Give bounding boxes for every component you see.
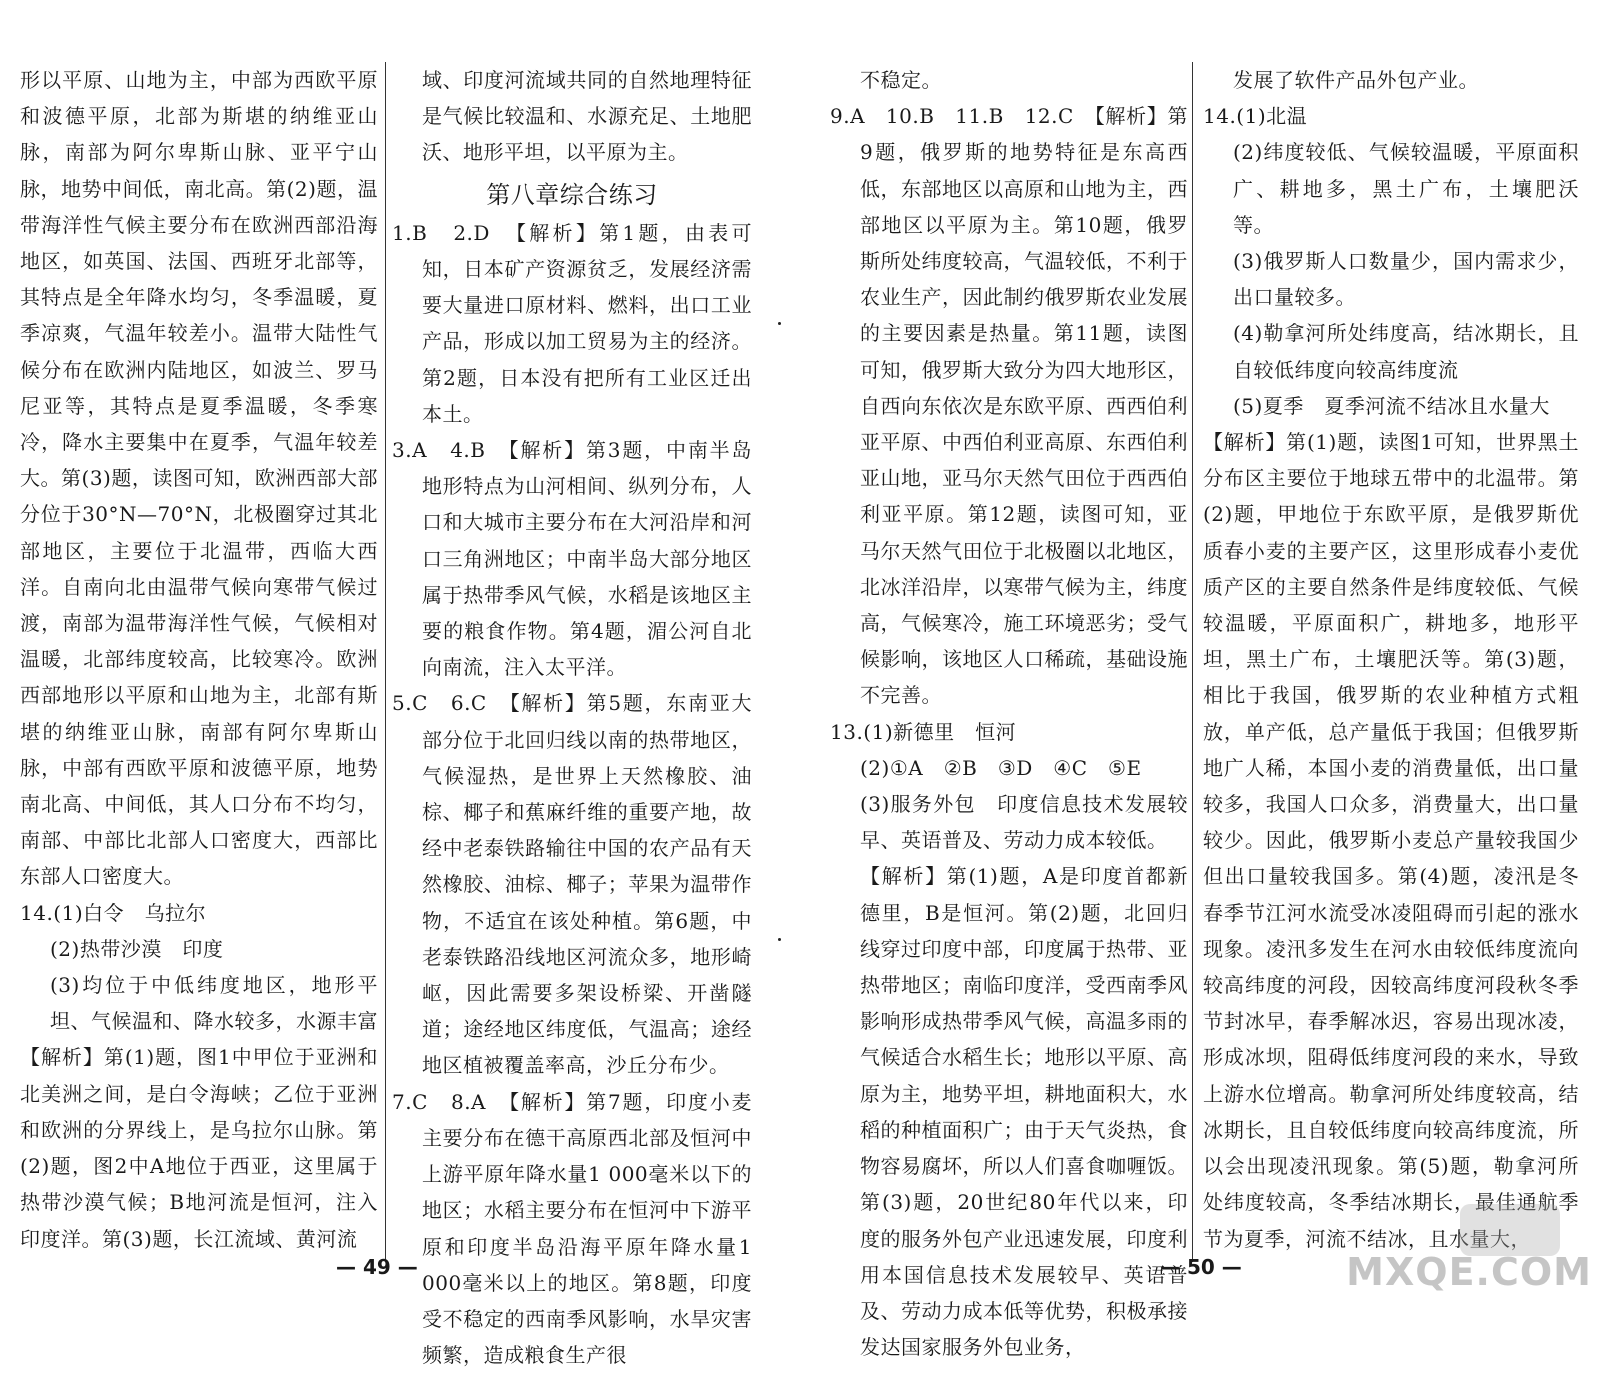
margin-dot <box>778 322 781 325</box>
paragraph: 域、印度河流域共同的自然地理特征是气候比较温和、水源充足、土地肥沃、地形平坦，以平原为主。 <box>422 68 752 165</box>
section-heading: 第八章综合练习 <box>486 180 658 209</box>
answer-14-3: (3)均位于中低纬度地区，地形平坦、气候温和、降水较多，水源丰富 <box>50 973 378 1034</box>
column-divider <box>1192 62 1193 1262</box>
answer-13-1: 13.(1)新德里 恒河 <box>830 719 1017 744</box>
answer-13-3: (3)服务外包 印度信息技术发展较早、英语普及、劳动力成本较低。 <box>860 792 1188 853</box>
analysis-14: 【解析】第(1)题，读图1可知，世界黑土分布区主要位于地球五带中的北温带。第(2)题，甲地位于东欧平原，是俄罗斯优质春小麦的主要产区，这里形成春小麦优质产区的主要自然条件是纬度较低、气候较温暖，平原面积广，耕地多，地形平坦，黑土广布，土壤肥沃等。第(3)题，相比于我国，俄罗斯的农业种植方式粗放，单产低，总产量低于我国；但俄罗斯地广人稀，本国小麦的消费量低，出口量较多，我国人口众多，消费量大，出口量较少。因此，俄罗斯小麦总产量较我国少但出口量较我国多。第(4)题，凌汛是冬春季节江河水流受冰凌阻碍而引起的涨水现象。凌汛多发生在河水由较低纬度流向较高纬度的河段，因较高纬度河段秋冬季节封冰早，春季解冰迟，容易出现冰凌，形成冰坝，阻碍低纬度河段的来水，导致上游水位增高。勒拿河所处纬度较高，结冰期长，且自较低纬度向较高纬度流，所以会出现凌汛现象。第(5)题，勒拿河所处纬度较高，冬季结冰期长，最佳通航季节为夏季，河流不结冰，且水量大， <box>1203 430 1579 1251</box>
paragraph: 不稳定。 <box>860 68 942 92</box>
watermark-text: MXQE.COM <box>1346 1250 1592 1294</box>
answer-9-12: 9.A 10.B 11.B 12.C 【解析】第9题，俄罗斯的地势特征是东高西低，东部地区以高原和山地为主，西部地区以平原为主。第10题，俄罗斯所处纬度较高，气温较低，不利于农业生产，因此制约俄罗斯农业发展的主要因素是热量。第11题，读图可知，俄罗斯大致分为四大地形区，自西向东依次是东欧平原、西西伯利亚平原、中西伯利亚高原、东西伯利亚山地，亚马尔天然气田位于西西伯利亚平原。第12题，读图可知，亚马尔天然气田位于北极圈以北地区，北冰洋沿岸，以寒带气候为主，纬度高，气候寒冷，施工环境恶劣；受气候影响，该地区人口稀疏，基础设施不完善。 <box>830 104 1188 708</box>
answer-5-6: 5.C 6.C 【解析】第5题，东南亚大部分位于北回归线以南的热带地区，气候湿热，是世界上天然橡胶、油棕、椰子和蕉麻纤维的重要产地，故经中老泰铁路输往中国的农产品有天然橡胶、油棕、椰子；苹果为温带作物，不适宜在该处种植。第6题，中老泰铁路沿线地区河流众多，地形崎岖，因此需要多架设桥梁、开凿隧道；途经地区纬度低，气温高；途经地区植被覆盖率高，沙丘分布少。 <box>392 691 752 1078</box>
analysis-14: 【解析】第(1)题，图1中甲位于亚洲和北美洲之间，是白令海峡；乙位于亚洲和欧洲的分界线上，是乌拉尔山脉。第(2)题，图2中A地位于西亚，这里属于热带沙漠气候；B地河流是恒河，注入印度洋。第(3)题，长江流域、黄河流 <box>20 1045 378 1251</box>
watermark-logo <box>1460 1204 1560 1256</box>
answer-3-4: 3.A 4.B 【解析】第3题，中南半岛地形特点为山河相间、纵列分布，人口和大城市主要分布在大河沿岸和河口三角洲地区；中南半岛大部分地区属于热带季风气候，水稻是该地区主要的粮食作物。第4题，湄公河自北向南流，注入太平洋。 <box>392 438 752 680</box>
answer-14-5: (5)夏季 夏季河流不结冰且水量大 <box>1233 393 1550 418</box>
answer-14-2: (2)纬度较低、气候较温暖，平原面积广、耕地多，黑土广布，土壤肥沃等。 <box>1233 140 1579 237</box>
answer-14-1: 14.(1)白令 乌拉尔 <box>20 900 207 925</box>
column-4 <box>1203 62 1579 1257</box>
margin-dot <box>778 938 781 941</box>
answer-7-8: 7.C 8.A 【解析】第7题，印度小麦主要分布在德干高原西北部及恒河中上游平原年降水量1 000毫米以下的地区；水稻主要分布在恒河中下游平原和印度半岛沿海平原年降水量1 000毫米以上的地区。第8题，印度受不稳定的西南季风影响，水旱灾害频繁，造成粮食生产很 <box>392 1089 752 1368</box>
paragraph: 形以平原、山地为主，中部为西欧平原和波德平原，北部为斯堪的纳维亚山脉，南部为阿尔卑斯山脉、亚平宁山脉，地势中间低，南北高。第(2)题，温带海洋性气候主要分布在欧洲西部沿海地区，如英国、法国、西班牙北部等，其特点是全年降水均匀，冬季温暖，夏季凉爽，气温年较差小。温带大陆性气候分布在欧洲内陆地区，如波兰、罗马尼亚等，其特点是夏季温暖，冬季寒冷，降水主要集中在夏季，气温年较差大。第(3)题，读图可知，欧洲西部大部分位于30°N—70°N，北极圈穿过其北部地区，主要位于北温带，西临大西洋。自南向北由温带气候向寒带气候过渡，南部为温带海洋性气候，气候相对温暖，北部纬度较高，比较寒冷。欧洲西部地形以平原和山地为主，北部有斯堪的纳维亚山脉，南部有阿尔卑斯山脉，中部有西欧平原和波德平原，地势南北高、中间低，其人口分布不均匀，南部、中部比北部人口密度大，西部比东部人口密度大。 <box>20 68 378 889</box>
answer-14-2: (2)热带沙漠 印度 <box>50 936 224 961</box>
answer-14-1: 14.(1)北温 <box>1203 104 1308 129</box>
answer-14-4: (4)勒拿河所处纬度高，结冰期长，且自较低纬度向较高纬度流 <box>1233 321 1579 382</box>
column-1 <box>20 62 378 1257</box>
page-number-left: — 49 — <box>336 1255 418 1279</box>
answer-1-2: 1.B 2.D 【解析】第1题，由表可知，日本矿产资源贫乏，发展经济需要大量进口原材料、燃料，出口工业产品，形成以加工贸易为主的经济。第2题，日本没有把所有工业区迁出本土。 <box>392 220 752 426</box>
answer-14-3: (3)俄罗斯人口数量少，国内需求少，出口量较多。 <box>1233 249 1579 310</box>
analysis-13: 【解析】第(1)题，A是印度首都新德里，B是恒河。第(2)题，北回归线穿过印度中部，印度属于热带、亚热带地区；南临印度洋，受西南季风影响形成热带季风气候，高温多雨的气候适合水稻生长；地形以平原、高原为主，地势平坦，耕地面积大，水稻的种植面积广；由于天气炎热，食物容易腐坏，所以人们喜食咖喱饭。第(3)题，20世纪80年代以来，印度的服务外包产业迅速发展，印度利用本国信息技术发展较早、英语普及、劳动力成本低等优势，积极承接发达国家服务外包业务， <box>860 864 1188 1360</box>
column-2 <box>392 62 752 1373</box>
paragraph: 发展了软件产品外包产业。 <box>1233 68 1479 92</box>
answer-13-2: (2)①A ②B ③D ④C ⑤E <box>860 755 1142 780</box>
column-3 <box>830 62 1188 1365</box>
column-divider <box>385 62 386 1262</box>
page-number-right: — 50 — <box>1160 1255 1242 1279</box>
